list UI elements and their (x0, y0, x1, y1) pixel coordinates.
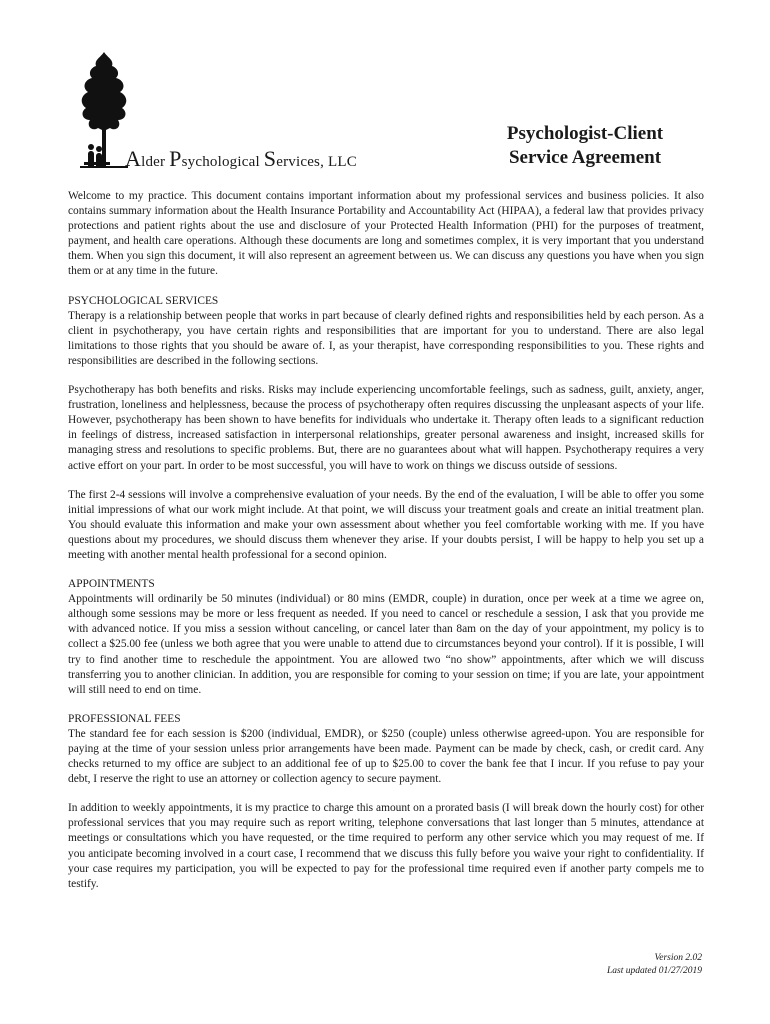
company-initial-p: P (169, 146, 182, 171)
title-line-2: Service Agreement (508, 147, 662, 168)
last-updated-label: Last updated 01/27/2019 (606, 966, 702, 976)
document-title (480, 122, 690, 170)
paragraph: Psychotherapy has both benefits and risks. Risks may include experiencing uncomfortable feelings, such as sadness, guilt, anxiety, anger, frustration, loneliness and helplessness, because the process of psychotherapy often requires discussing the unpleasant aspects of your life. However, psychotherapy has been shown to have benefits for individuals who undertake it. Therapy often leads to a significant reduction in feelings of distress, increased satisfaction in interpersonal relationships, greater personal awareness and insight, increased skills for managing stress and resolutions to specific problems. But, there are no guarantees about what will happen. Psychotherapy requires a very active effort on your part. In order to be most successful, you will have to work on things we discuss outside of sessions. (68, 384, 704, 472)
company-initial-a: A (125, 146, 142, 171)
section-psychological-services (68, 294, 704, 564)
paragraph: Appointments will ordinarily be 50 minutes (individual) or 80 mins (EMDR, couple) in duration, once per week at a time we agree on, although some sessions may be more or less frequent as needed. If you need to cancel or reschedule a session, I ask that you provide me with advanced notice. If you miss a session without canceling, or cancel later than 8am on the day of your appointment, my policy is to collect a $25.00 fee (unless we both agree that you were unable to attend due to circumstances beyond your control). If it is possible, I will try to find another time to reschedule the appointment. You are allowed two “no show” appointments, after which we will discuss transferring you to another clinician. In addition, you are responsible for coming to your session on time; if you are late, your appointment will still need to end on time. (68, 593, 704, 696)
section-professional-fees (68, 712, 704, 892)
document-body (68, 189, 704, 906)
company-initial-s: S (263, 146, 277, 171)
section-heading: PSYCHOLOGICAL SERVICES (68, 294, 219, 307)
company-name (125, 146, 357, 172)
paragraph: The first 2-4 sessions will involve a comprehensive evaluation of your needs. By the end of the evaluation, I will be able to offer you some initial impressions of what our work might include. At that point, we will discuss your treatment goals and create an initial treatment plan. You should evaluate this information and make your own assessment about whether you feel comfortable working with me. If you have questions about my procedures, we should discuss them whenever they arise. If your doubts persist, I will be happy to help you set up a meeting with another mental health professional for a second opinion. (68, 488, 704, 561)
page-footer (607, 952, 702, 978)
company-word-alder: lder (141, 154, 170, 170)
version-label: Version 2.02 (654, 953, 702, 963)
section-heading: PROFESSIONAL FEES (68, 712, 181, 725)
title-line-1: Psychologist-Client (506, 123, 664, 144)
paragraph: The standard fee for each session is $200 (individual, EMDR), or $250 (couple) unless otherwise agreed-upon. You are responsible for paying at the time of your session unless prior arrangements have been made. Payment can be made by check, cash, or credit card. Any checks returned to my office are subject to an additional fee of up to $25.00 to cover the bank fee that I incur. If you refuse to pay your debt, I reserve the right to use an attorney or collection agency to secure payment. (68, 727, 704, 786)
tree-with-people-icon (78, 50, 130, 172)
intro-paragraph: Welcome to my practice. This document contains important information about my professional services and business policies. It also contains summary information about the Health Insurance Portability and Accountability Act (HIPAA), a federal law that provides privacy protections and patient rights about the use and disclosure of your Protected Health Information (PHI) for the purposes of treatment, payment, and health care operations. Although these documents are long and sometimes complex, it is very important that you understand them. When you sign this document, it will also represent an agreement between us. We can discuss any questions you have when you sign them or at any time in the future. (68, 190, 704, 278)
company-word-services: ervices, LLC (276, 154, 357, 170)
paragraph: In addition to weekly appointments, it is my practice to charge this amount on a prorated basis (I will break down the hourly cost) for other professional services that you may require such as report writing, telephone conversations that last longer than 5 minutes, attendance at meetings or consultations which you have requested, or the time required to perform any other service which you may request of me. If you anticipate becoming involved in a court case, I recommend that we discuss this fully before you waive your right to confidentiality. If your case requires my participation, you will be expected to pay for the professional time required even if another party compels me to testify. (68, 802, 704, 890)
paragraph: Therapy is a relationship between people that works in part because of clearly defined rights and responsibilities held by each person. As a client in psychotherapy, you have certain rights and responsibilities that are important for you to understand. There are also legal limitations to those rights that you should be aware of. I, as your therapist, have corresponding responsibilities to you. These rights and responsibilities are described in the following sections. (68, 309, 704, 367)
section-heading: APPOINTMENTS (68, 578, 155, 591)
section-appointments (68, 577, 704, 698)
company-word-psychological: sychological (181, 154, 264, 170)
